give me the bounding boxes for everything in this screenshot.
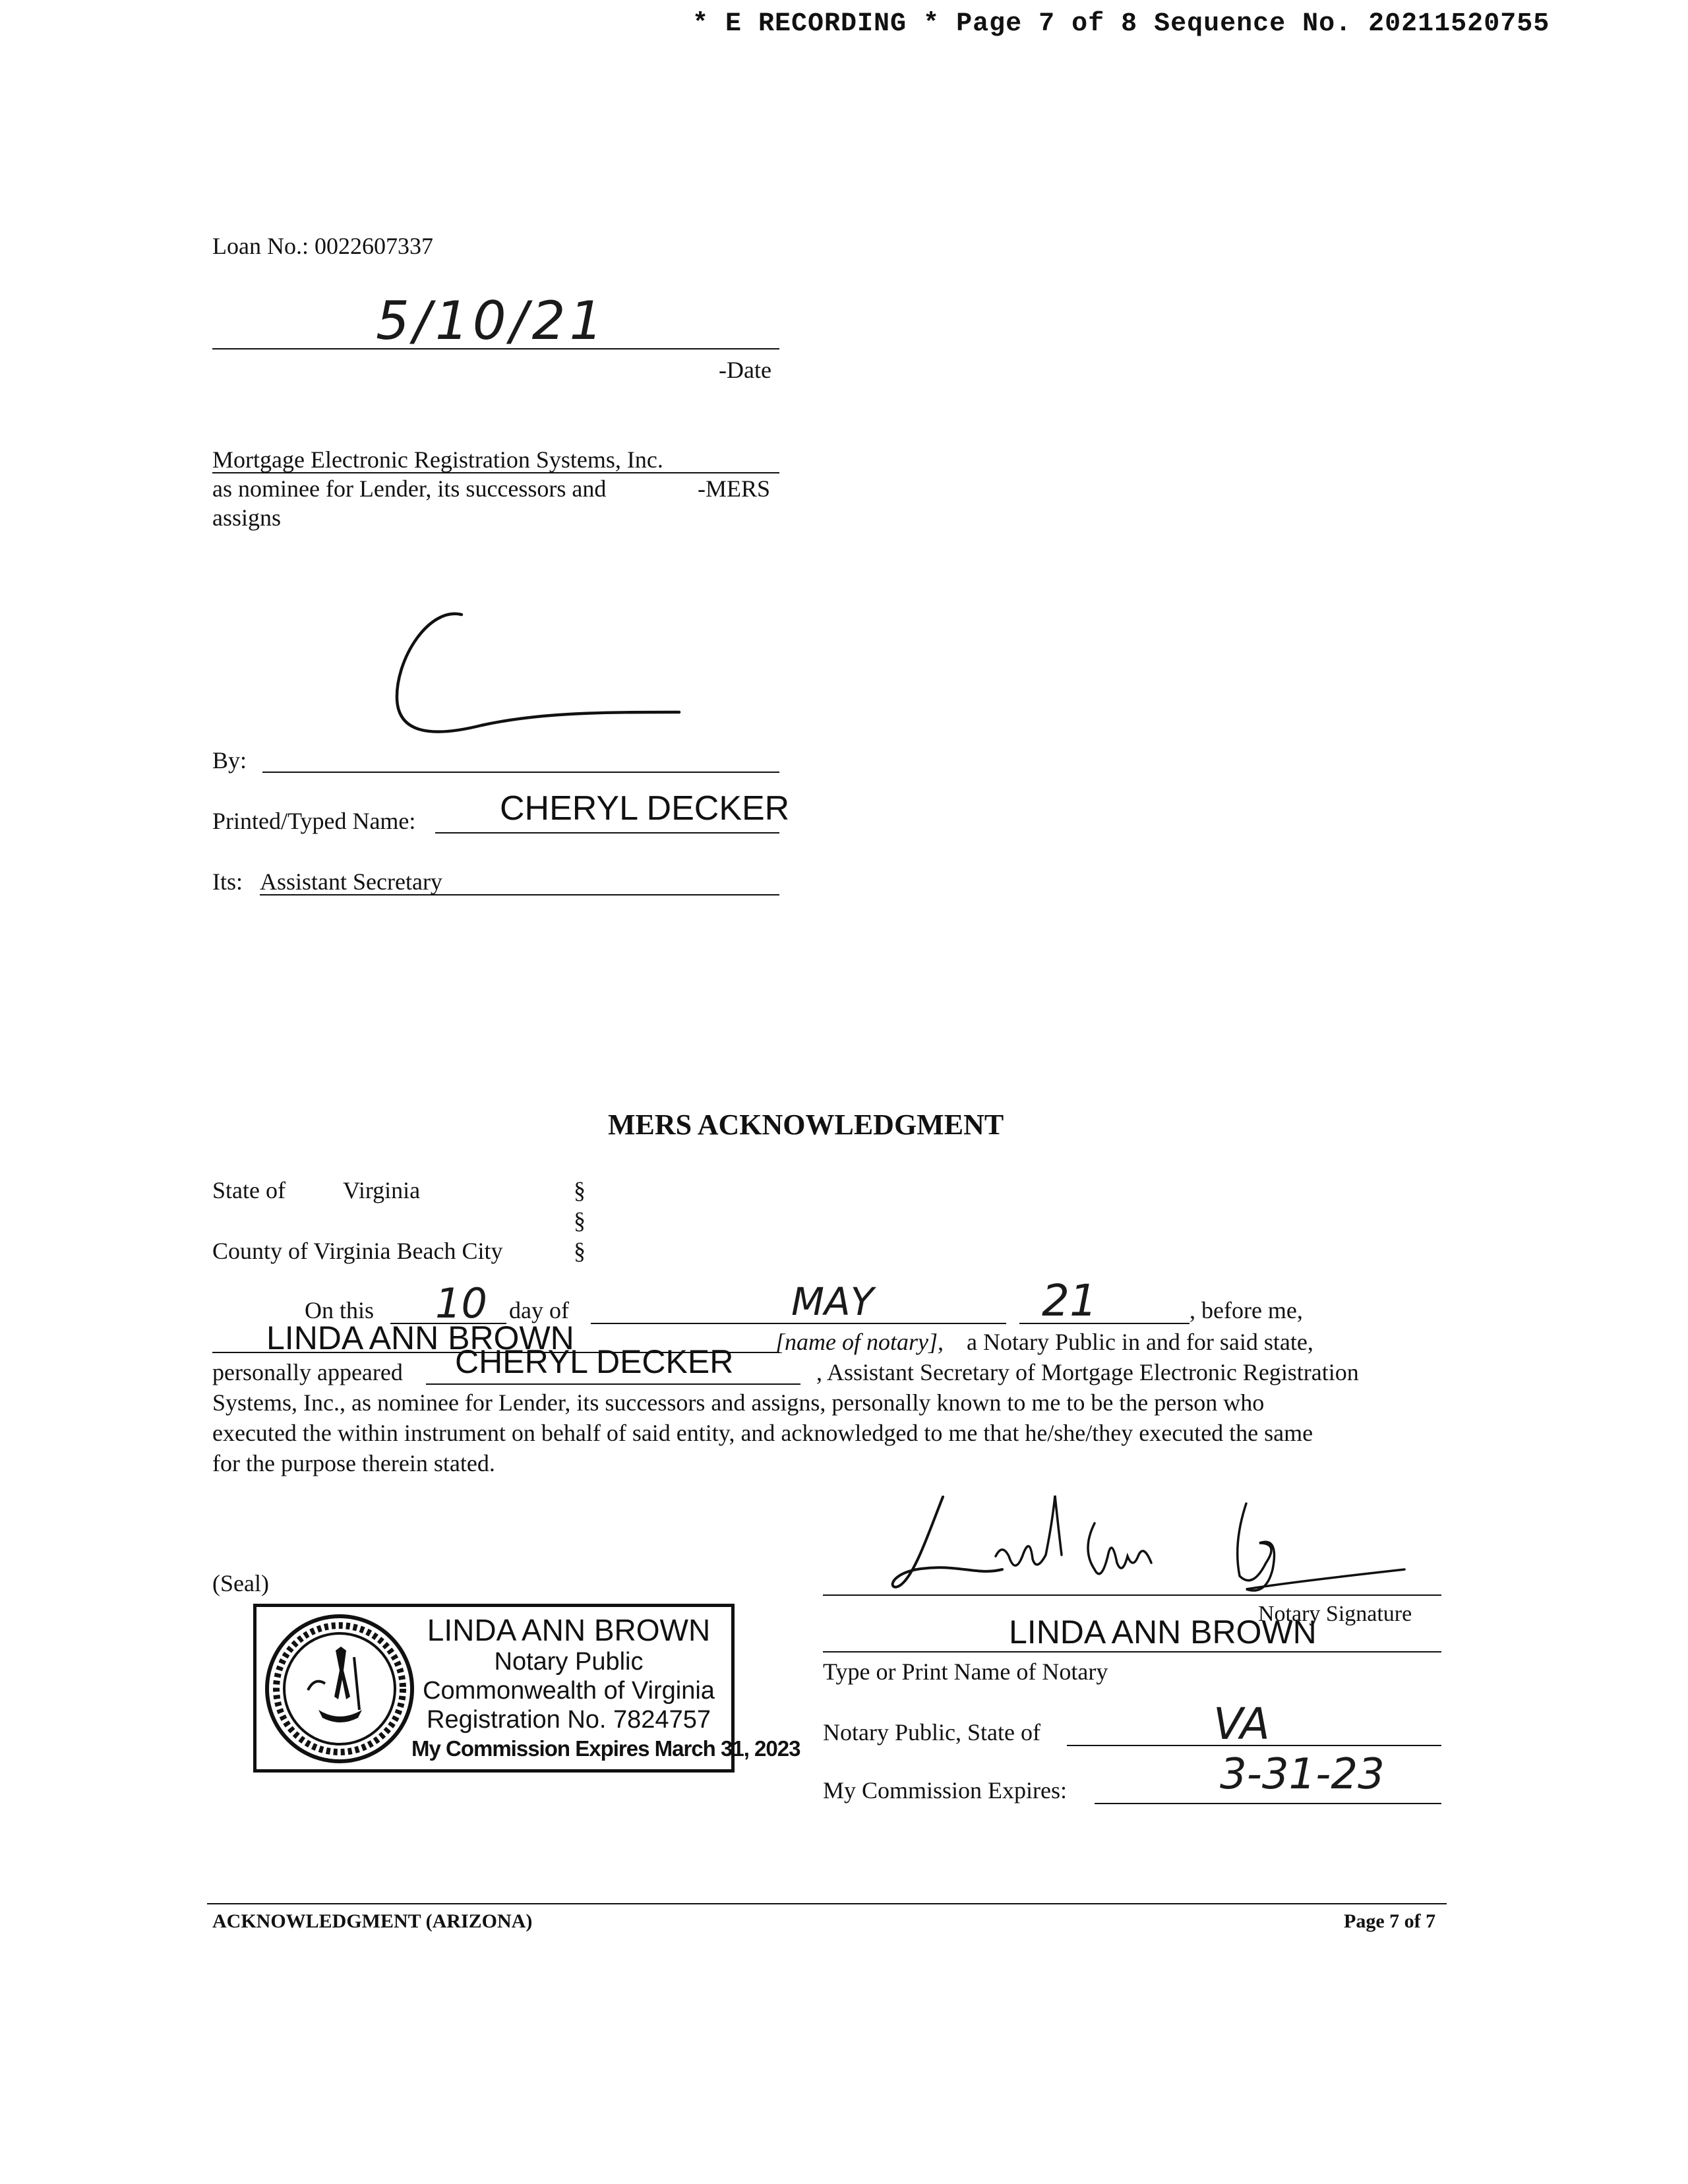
seal-label: (Seal) bbox=[212, 1570, 269, 1596]
notary-state-label: Notary Public, State of bbox=[823, 1719, 1040, 1745]
section-symbol-3: § bbox=[574, 1238, 586, 1264]
stamp-name: LINDA ANN BROWN bbox=[427, 1613, 711, 1647]
notary-name-typed: LINDA ANN BROWN bbox=[266, 1320, 574, 1356]
date-caption: -Date bbox=[719, 357, 771, 383]
footer-left: ACKNOWLEDGMENT (ARIZONA) bbox=[212, 1910, 533, 1932]
by-label: By: bbox=[212, 747, 247, 774]
date-line bbox=[212, 348, 779, 349]
signer-signature bbox=[389, 607, 692, 752]
notary-printed-name: LINDA ANN BROWN bbox=[1009, 1614, 1317, 1651]
footer-rule bbox=[207, 1903, 1447, 1904]
month-value: MAY bbox=[791, 1279, 874, 1324]
personally-appeared-text: personally appeared bbox=[212, 1359, 403, 1385]
stamp-expires: My Commission Expires March 31, 2023 bbox=[411, 1736, 800, 1761]
name-of-notary-note: [name of notary], bbox=[775, 1329, 944, 1355]
notary-printed-name-caption: Type or Print Name of Notary bbox=[823, 1658, 1108, 1685]
mers-suffix: -MERS bbox=[698, 475, 771, 502]
notary-signature-line bbox=[823, 1594, 1441, 1596]
appeared-name: CHERYL DECKER bbox=[455, 1343, 734, 1380]
section-symbol-1: § bbox=[574, 1177, 586, 1203]
ack-body-line4: for the purpose therein stated. bbox=[212, 1450, 495, 1476]
its-line bbox=[260, 894, 779, 895]
mers-entity-line3: assigns bbox=[212, 504, 282, 531]
by-line bbox=[262, 772, 779, 773]
ack-body-line3: executed the within instrument on behalf of said entity, and acknowledged to me that he/she/they executed the same bbox=[212, 1420, 1313, 1446]
on-this-text: On this bbox=[305, 1297, 375, 1323]
state-label: State of bbox=[212, 1177, 286, 1203]
commission-expires-value: 3-31-23 bbox=[1220, 1750, 1385, 1799]
loan-number: Loan No.: 0022607337 bbox=[212, 233, 433, 259]
printed-name-line bbox=[435, 832, 779, 834]
notary-printed-name-line bbox=[823, 1651, 1441, 1653]
notary-stamp bbox=[253, 1604, 800, 1773]
year-value: 21 bbox=[1042, 1275, 1097, 1326]
mers-entity-name-text: Mortgage Electronic Registration Systems, Inc. bbox=[212, 446, 663, 473]
appeared-name-line bbox=[426, 1383, 800, 1385]
mers-entity-name bbox=[212, 446, 779, 473]
notary-state-line bbox=[1067, 1745, 1441, 1746]
day-value: 10 bbox=[435, 1279, 487, 1327]
notary-public-text: a Notary Public in and for said state, bbox=[967, 1329, 1313, 1355]
mers-entity-line2: as nominee for Lender, its successors and bbox=[212, 475, 607, 502]
year-line bbox=[1019, 1323, 1190, 1324]
month-line bbox=[591, 1323, 1006, 1324]
notary-signature-caption: Notary Signature bbox=[1258, 1602, 1412, 1626]
section-symbol-2: § bbox=[574, 1207, 586, 1234]
its-label: Its: bbox=[212, 868, 243, 895]
commission-expires-line bbox=[1095, 1803, 1441, 1804]
recording-header: * E RECORDING * Page 7 of 8 Sequence No. 20211520755 bbox=[692, 9, 1550, 39]
printed-name-label: Printed/Typed Name: bbox=[212, 808, 416, 834]
footer-right: Page 7 of 7 bbox=[1344, 1910, 1436, 1932]
notary-signature bbox=[877, 1484, 1404, 1602]
state-value: Virginia bbox=[343, 1177, 421, 1203]
stamp-title: Notary Public bbox=[494, 1648, 644, 1676]
county-label: County of Virginia Beach City bbox=[212, 1238, 503, 1264]
appeared-title-text: , Assistant Secretary of Mortgage Electronic Registration bbox=[816, 1359, 1359, 1385]
stamp-commonwealth: Commonwealth of Virginia bbox=[423, 1677, 715, 1705]
date-handwritten: 5/10/21 bbox=[376, 290, 607, 351]
acknowledgment-title: MERS ACKNOWLEDGMENT bbox=[608, 1108, 1004, 1141]
ack-body-line2: Systems, Inc., as nominee for Lender, its successors and assigns, personally known to me to be the person who bbox=[212, 1389, 1265, 1416]
before-me-text: , before me, bbox=[1190, 1297, 1303, 1323]
stamp-registration: Registration No. 7824757 bbox=[427, 1706, 711, 1734]
its-value: Assistant Secretary bbox=[260, 868, 442, 895]
day-of-text: day of bbox=[509, 1297, 569, 1323]
printed-name-value: CHERYL DECKER bbox=[500, 789, 790, 828]
virginia-seal-icon bbox=[262, 1611, 417, 1767]
commission-expires-label: My Commission Expires: bbox=[823, 1777, 1068, 1804]
notary-state-value: VA bbox=[1213, 1699, 1270, 1749]
